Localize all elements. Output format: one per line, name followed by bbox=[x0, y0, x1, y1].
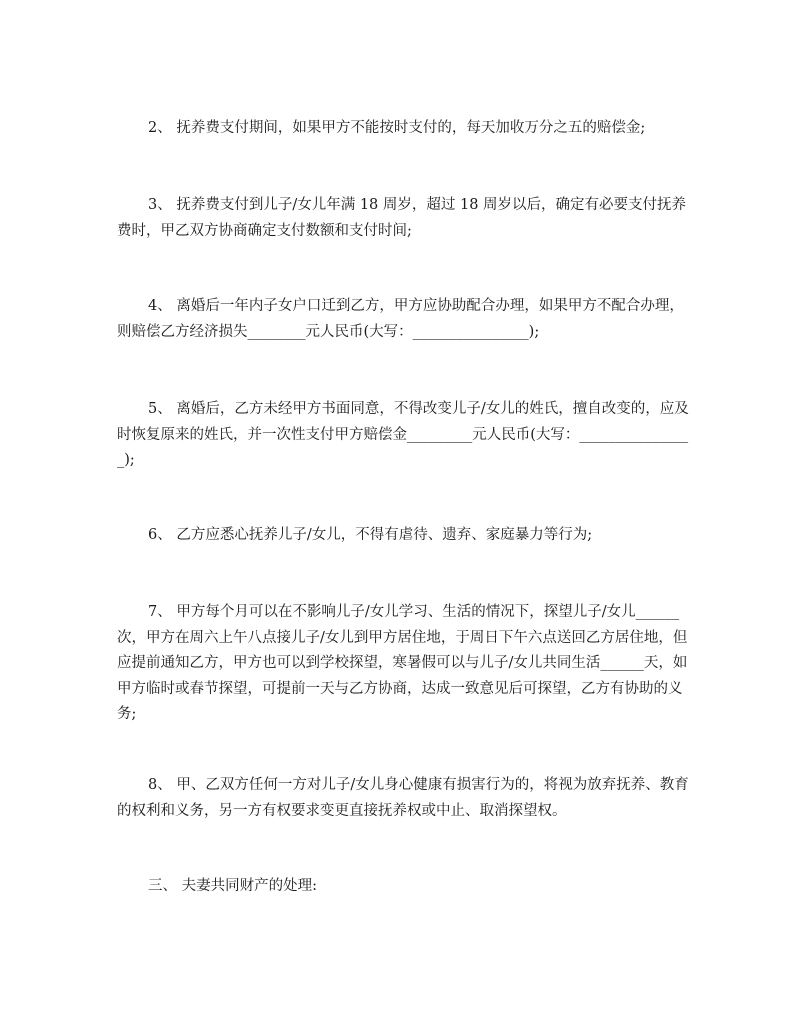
clause-6-paragraph: 6、 乙方应悉心抚养儿子/女儿，不得有虐待、遗弃、家庭暴力等行为; bbox=[148, 527, 593, 543]
clause-5-paragraph: 5、 离婚后，乙方未经甲方书面同意，不得改变儿子/女儿的姓氏，擅自改变的，应及时恢复原来的姓氏，并一次性支付甲方赔偿金_________元人民币(大写：________________); bbox=[117, 401, 689, 468]
clause-7-paragraph: 7、 甲方每个月可以在不影响儿子/女儿学习、生活的情况下，探望儿子/女儿______次，甲方在周六上午八点接儿子/女儿到甲方居住地，于周日下午六点送回乙方居住地，但应提前通知乙方，甲方也可以到学校探望，寒暑假可以与儿子/女儿共同生活______天，如甲方临时或春节探望，可提前一天与乙方协商，达成一致意见后可探望，乙方有协助的义务; bbox=[117, 604, 688, 722]
clause-8-paragraph: 8、 甲、乙双方任何一方对儿子/女儿身心健康有损害行为的，将视为放弃抚养、教育的权利和义务，另一方有权要求变更直接抚养权或中止、取消探望权。 bbox=[117, 777, 689, 819]
section-3-heading: 三、 夫妻共同财产的处理: bbox=[148, 878, 317, 894]
clause-3-paragraph: 3、 抚养费支付到儿子/女儿年满 18 周岁，超过 18 周岁以后，确定有必要支付抚养费时，甲乙双方协商确定支付数额和支付时间; bbox=[117, 197, 687, 239]
clause-4-paragraph: 4、 离婚后一年内子女户口迁到乙方，甲方应协助配合办理，如果甲方不配合办理，则赔偿乙方经济损失________元人民币(大写：________________); bbox=[117, 298, 684, 340]
clause-2-paragraph: 2、 抚养费支付期间，如果甲方不能按时支付的，每天加收万分之五的赔偿金; bbox=[148, 120, 646, 136]
